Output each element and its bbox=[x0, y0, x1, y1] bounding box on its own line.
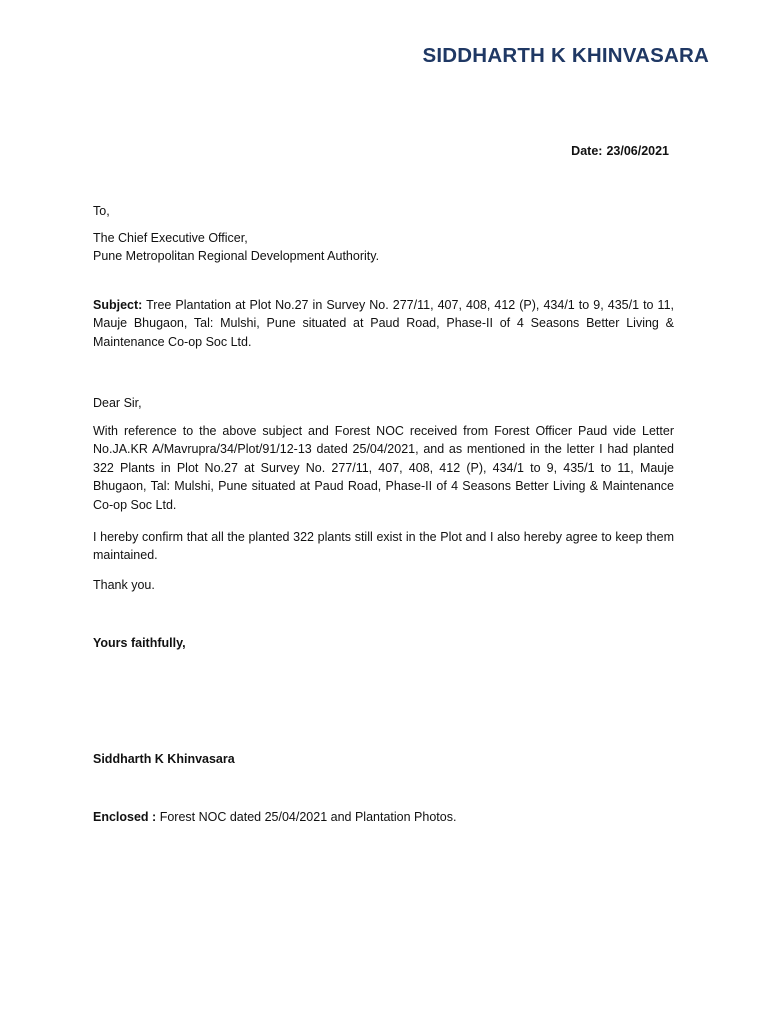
letter-date bbox=[571, 144, 669, 158]
subject-label: Subject: bbox=[93, 298, 143, 312]
thanks-line: Thank you. bbox=[93, 578, 155, 592]
valediction: Yours faithfully, bbox=[93, 636, 186, 650]
body-paragraph-1: With reference to the above subject and Forest NOC received from Forest Officer Paud vide Letter No.JA.KR A/Mavrupra/34/Plot/91/12-13 dated 25/04/2021, and as mentioned in the letter I had planted 322 Plants in Plot No.27 at Survey No. 277/11, 407, 408, 412 (P), 434/1 to 9, 435/1 to 11, Mauje Bhugaon, Tal: Mulshi, Pune situated at Paud Road, Phase-II of 4 Seasons Better Living & Maintenance Co-op Soc Ltd. bbox=[93, 424, 674, 512]
date-label: Date: bbox=[571, 144, 603, 158]
recipient-organization: Pune Metropolitan Regional Development Authority. bbox=[93, 249, 380, 264]
letterhead-name: SIDDHARTH K KHINVASARA bbox=[422, 44, 709, 67]
subject-line bbox=[93, 296, 674, 351]
to-line: To, bbox=[93, 204, 110, 218]
recipient-title: The Chief Executive Officer, bbox=[93, 231, 248, 245]
subject-text: Tree Plantation at Plot No.27 in Survey No. 277/11, 407, 408, 412 (P), 434/1 to 9, 435/1 to 11, Mauje Bhugaon, Tal: Mulshi, Pune situated at Paud Road, Phase-II of 4 Seasons Better Living & Maintenance Co-op Soc Ltd. bbox=[93, 298, 674, 349]
recipient-address bbox=[93, 229, 674, 266]
body-paragraph-2: I hereby confirm that all the planted 322 plants still exist in the Plot and I also hereby agree to keep them maintained. bbox=[93, 530, 674, 563]
enclosure-label: Enclosed : bbox=[93, 810, 157, 824]
date-value: 23/06/2021 bbox=[606, 144, 669, 158]
salutation: Dear Sir, bbox=[93, 396, 142, 410]
signer-name: Siddharth K Khinvasara bbox=[93, 752, 235, 766]
enclosure-text: Forest NOC dated 25/04/2021 and Plantation Photos. bbox=[159, 810, 457, 824]
enclosure-line bbox=[93, 808, 674, 826]
